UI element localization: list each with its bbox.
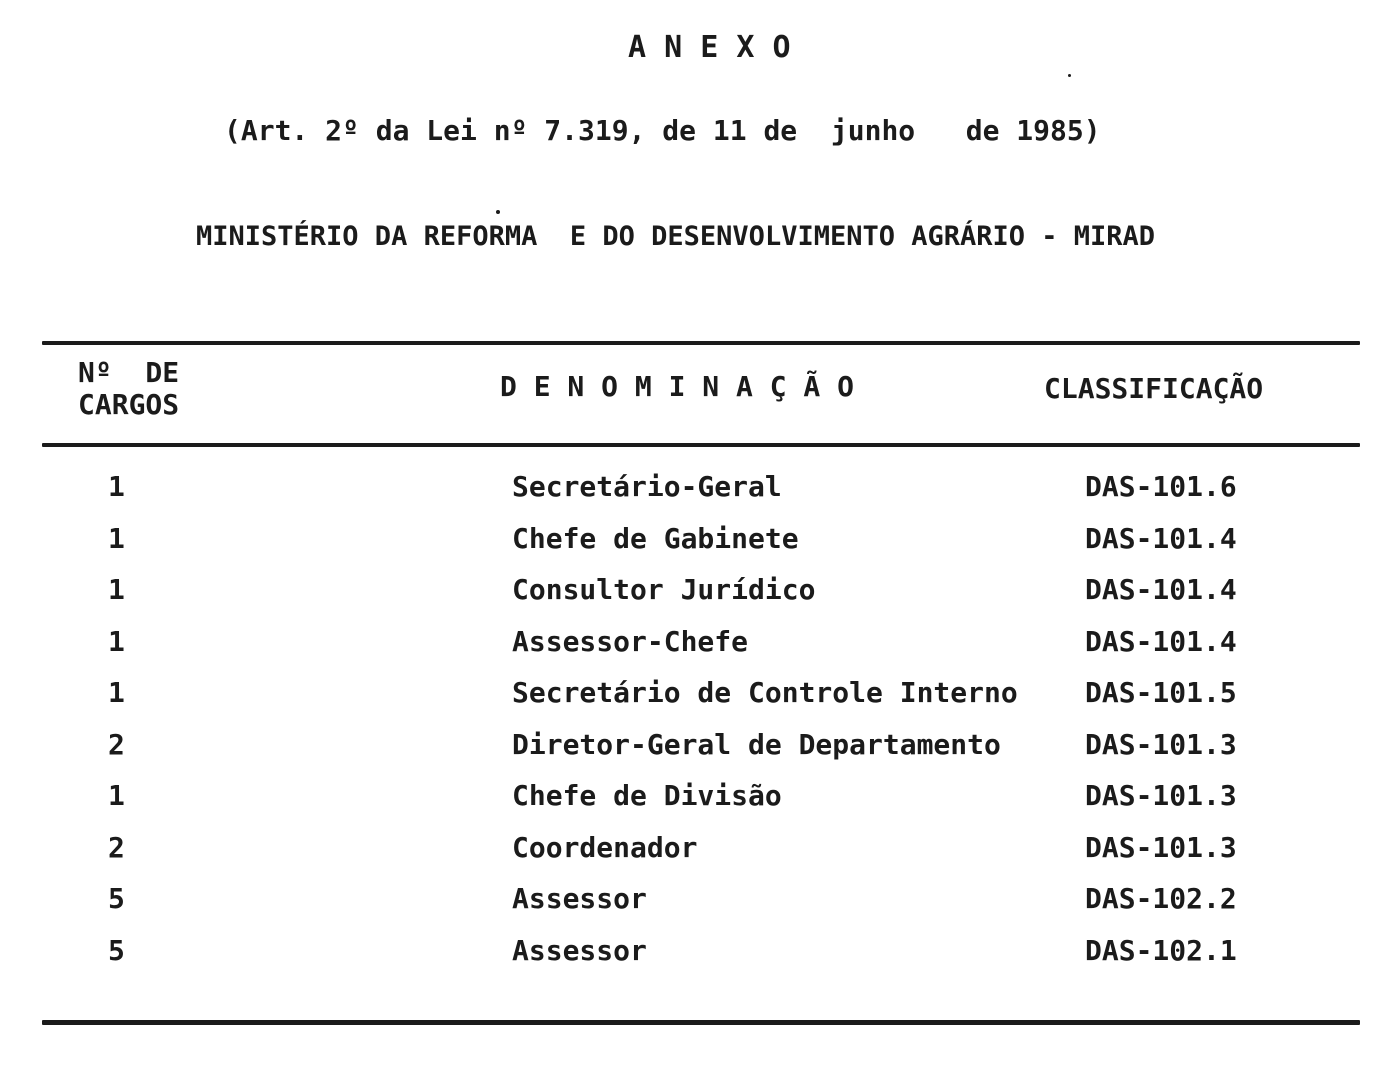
cell-classificacao: DAS-101.5 <box>1085 676 1237 709</box>
col-header-cargos-line1: Nº DE <box>78 356 180 389</box>
header-bottom-rule <box>42 443 1360 447</box>
cell-cargos: 1 <box>108 521 125 555</box>
cell-cargos: 1 <box>108 676 125 709</box>
cell-denominacao: Assessor <box>512 882 647 915</box>
cell-classificacao: DAS-101.6 <box>1085 470 1237 503</box>
table-bottom-rule <box>42 1020 1360 1025</box>
table-row <box>0 719 1394 771</box>
cell-classificacao: DAS-101.3 <box>1085 727 1237 761</box>
col-header-classificacao: CLASSIFICAÇÃO <box>1044 372 1264 405</box>
cell-cargos: 5 <box>108 882 125 915</box>
cell-cargos: 5 <box>108 933 125 967</box>
cell-denominacao: Consultor Jurídico <box>512 573 816 606</box>
cell-denominacao: Chefe de Gabinete <box>512 521 799 555</box>
scan-speck <box>1068 74 1071 77</box>
table-row <box>0 770 1394 822</box>
cell-classificacao: DAS-101.4 <box>1085 521 1237 555</box>
table-row <box>0 873 1394 925</box>
table-row <box>0 461 1394 513</box>
cell-classificacao: DAS-101.3 <box>1085 779 1237 812</box>
table-row <box>0 925 1394 977</box>
cell-cargos: 2 <box>108 727 125 761</box>
cell-cargos: 1 <box>108 573 125 606</box>
table-row <box>0 564 1394 616</box>
table-row <box>0 616 1394 668</box>
scan-speck <box>496 210 500 214</box>
cell-classificacao: DAS-102.2 <box>1085 882 1237 915</box>
cell-classificacao: DAS-102.1 <box>1085 933 1237 967</box>
cell-classificacao: DAS-101.4 <box>1085 624 1237 658</box>
cell-denominacao: Diretor-Geral de Departamento <box>512 727 1001 761</box>
table-row <box>0 513 1394 565</box>
cell-classificacao: DAS-101.3 <box>1085 830 1237 864</box>
cell-denominacao: Secretário de Controle Interno <box>512 676 1018 709</box>
col-header-denominacao: D E N O M I N A Ç Ã O <box>500 370 855 403</box>
table-row <box>0 822 1394 874</box>
cell-classificacao: DAS-101.4 <box>1085 573 1237 606</box>
cell-cargos: 2 <box>108 830 125 864</box>
col-header-cargos-line2: CARGOS <box>78 388 180 421</box>
cell-denominacao: Secretário-Geral <box>512 470 782 503</box>
ministry-title: MINISTÉRIO DA REFORMA E DO DESENVOLVIMENTO AGRÁRIO - MIRAD <box>196 221 1156 252</box>
cell-denominacao: Chefe de Divisão <box>512 779 782 812</box>
table-row <box>0 667 1394 719</box>
cell-denominacao: Assessor <box>512 933 647 967</box>
cell-denominacao: Coordenador <box>512 830 698 864</box>
page-title: A N E X O <box>628 30 791 65</box>
cell-cargos: 1 <box>108 624 125 658</box>
cell-denominacao: Assessor-Chefe <box>512 624 749 658</box>
law-reference: (Art. 2º da Lei nº 7.319, de 11 de junho de 1985) <box>224 114 1101 147</box>
table-top-rule <box>42 341 1360 345</box>
cell-cargos: 1 <box>108 470 125 503</box>
cell-cargos: 1 <box>108 779 125 812</box>
staff-table-body <box>0 461 1394 976</box>
